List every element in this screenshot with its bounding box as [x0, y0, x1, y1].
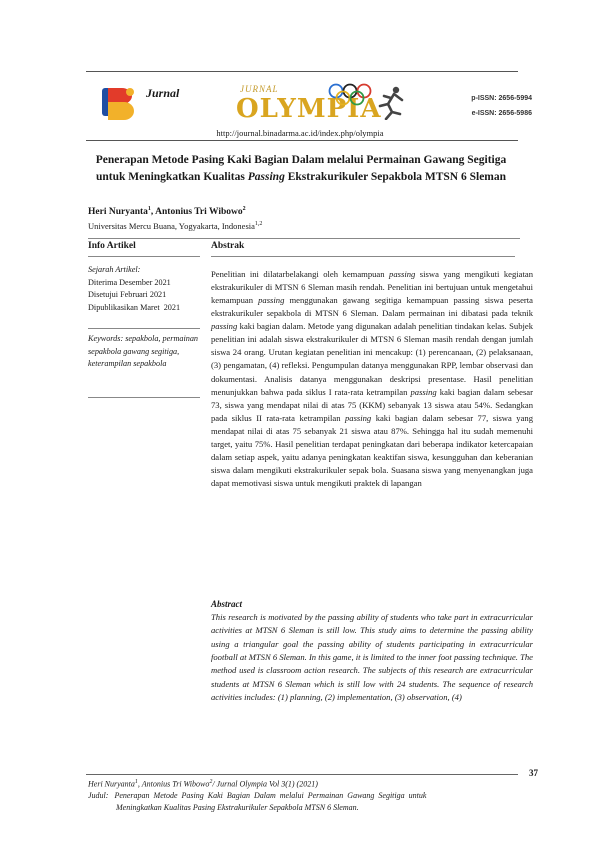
- author-separator: ,: [150, 207, 156, 218]
- judul-line-1: Judul: Penerapan Metode Pasing Kaki Bagian Dalam melalui Permainan Gawang Segitiga untuk: [88, 791, 427, 801]
- author-1-sup: 1: [147, 206, 151, 212]
- citation-sup: 2: [209, 779, 213, 785]
- judul-line-2: Meningkatkan Kualitas Pasing Ekstrakurikuler Sepakbola MTSN 6 Sleman.: [116, 802, 359, 812]
- jurnal-label: Jurnal: [146, 86, 180, 100]
- affiliation-text: Universitas Mercu Buana, Yogyakarta, Indonesia: [88, 221, 255, 231]
- journal-brand: [230, 84, 410, 126]
- abstrak-text: kaki bagian dalam. Metode yang digunakan adalah penelitian tindakan kelas. Subjek penelitian ini adalah siswa ekstrakurikuler di MTSN 6 Sleman masih rendah dengan jumlah siswa 24 orang. Urutan kegiatan penelitian ini mencakup: (1) perencanaan, (2) pelaksanaan, (3) pengamatan, (4) refleksi. Pengumpulan datanya menggunakan RPP, lembar observasi dan dokumentasi. Analisis datanya menggunakan deskripsi presentase. Hasil penelitian menunjukkan bahwa pada siklus I rata-rata ketrampilan: [211, 321, 533, 397]
- citation-text: Heri Nuryanta: [88, 779, 135, 789]
- header-top-rule: [86, 71, 518, 72]
- abstrak-italic: passing: [410, 386, 437, 397]
- p-issn: p-ISSN: 2656-5994: [471, 95, 532, 102]
- abstrak-italic: passing: [389, 269, 416, 279]
- citation-line: [88, 778, 528, 790]
- keywords-text: sepakbola, permainan sepakbola gawang segitiga, keterampilan sepakbola: [88, 334, 199, 369]
- abstrak-heading: Abstrak: [211, 241, 245, 251]
- section-rule-top: [88, 238, 520, 239]
- abstrak-italic: passing: [258, 295, 285, 306]
- authors: [88, 206, 246, 217]
- abstrak-text: kaki bagian dalam sebesar 73, siswa yang mendapat nilai di atas 75 (KKM) sebanyak 13 siswa atau 54%. Sedangkan pada siklus II rata-rata ketrampilan: [211, 386, 533, 423]
- brand-name: OLYMPIA: [236, 94, 382, 124]
- runner-icon: [376, 86, 406, 120]
- brand-small-label: JURNAL: [240, 84, 279, 94]
- footer-citation: [88, 778, 528, 813]
- citation-text: / Jurnal Olympia Vol 3(1) (2021): [212, 779, 318, 789]
- history-rule: [88, 328, 200, 329]
- received-date: Diterima Desember 2021: [88, 277, 171, 287]
- title-text: untuk Meningkatkan Kualitas: [95, 170, 248, 183]
- author-2-sup: 2: [242, 206, 246, 212]
- footer-rule: [86, 774, 518, 775]
- history-label: Sejarah Artikel:: [88, 265, 141, 274]
- keywords-rule: [88, 397, 200, 398]
- citation-text: , Antonius Tri Wibowo: [137, 779, 210, 789]
- affiliation-sup: 1,2: [254, 221, 263, 228]
- abstract-heading: Abstract: [211, 599, 243, 609]
- author-2: Antonius Tri Wibowo: [155, 207, 243, 218]
- title-text: Ekstrakurikuler Sepakbola MTSN 6 Sleman: [284, 170, 507, 183]
- e-issn: e-ISSN: 2656-5986: [471, 110, 532, 117]
- abstrak-text: Penelitian ini dilatarbelakangi oleh kemampuan: [211, 269, 390, 279]
- info-heading-rule: [88, 256, 200, 257]
- title-line-1: Penerapan Metode Pasing Kaki Bagian Dalam melalui Permainan Gawang Segitiga: [95, 154, 507, 166]
- page-number: 37: [529, 768, 538, 778]
- title-italic: Passing: [247, 170, 285, 183]
- abstrak-body: [211, 268, 533, 490]
- abstrak-italic: passing: [344, 412, 372, 423]
- abstrak-italic: passing: [211, 321, 238, 332]
- info-artikel-heading: Info Artikel: [88, 241, 136, 251]
- abstract-body: This research is motivated by the passing ability of students who take part in extracurricular activities at MTSN 6 Sleman is still low. This study aims to determine the passing ability using a triangular goal the passing ability of students participating in extracurricular football at MTSN 6 Sleman. In this game, it is limited to the inner foot passing technique. The method used is classroom action research. The subjects of this research are extracurricular students at MTSN 6 Sleman which is still low with 24 students. The sequence of research activities includes: (1) planning, (2) implementation, (3) observation, (4): [211, 612, 533, 702]
- keywords-label: Keywords:: [88, 334, 124, 343]
- abstrak-heading-rule: [211, 256, 515, 257]
- abstrak-text: menggunakan gawang segitiga kemampuan passing siswa peserta ekstrakurikuler sepakbola di MTSN 6 Sleman. Dalam permainan ini dibatasi pada teknik: [211, 295, 533, 319]
- title-line-2: [86, 169, 516, 186]
- article-history: [88, 264, 200, 315]
- citation-sup: 1: [134, 779, 138, 785]
- journal-logo-icon: [100, 84, 140, 120]
- published-date: Dipublikasikan Maret 2021: [88, 303, 181, 313]
- keywords: [88, 333, 200, 371]
- author-1: Heri Nuryanta: [88, 207, 148, 218]
- abstrak-text: siswa yang mengikuti kegiatan ekstrakurikuler di MTSN 6 Sleman masih rendah. Penelitian ini bertujuan untuk mengetahui kemampuan: [211, 269, 533, 306]
- abstrak-text: kaki bagian dalam sebesar 77, siswa yang mendapat nilai di atas 75 sebanyak 21 siswa atau 87%. Sehingga hal itu sudah memenuhi target, yaitu 75%. Hasil penelitian terdapat peningkatan dari beberapa indikator ketercapaian dalam setiap aspek, yaitu adanya peningkatan keaktifan siswa, kesungguhan dan keberanian siswa dalam mengikuti ekstrakurikuler sepak bola. Suasana siswa yang menyenangkan juga dapat memotivasi siswa untuk mengikuti praktek di lapangan: [211, 412, 533, 488]
- journal-url[interactable]: http://journal.binadarma.ac.id/index.php/olympia: [216, 128, 384, 138]
- approved-date: Disetujui Februari 2021: [88, 290, 167, 300]
- header-bottom-rule: [86, 140, 518, 141]
- affiliation: [88, 221, 262, 231]
- article-title: [86, 152, 516, 185]
